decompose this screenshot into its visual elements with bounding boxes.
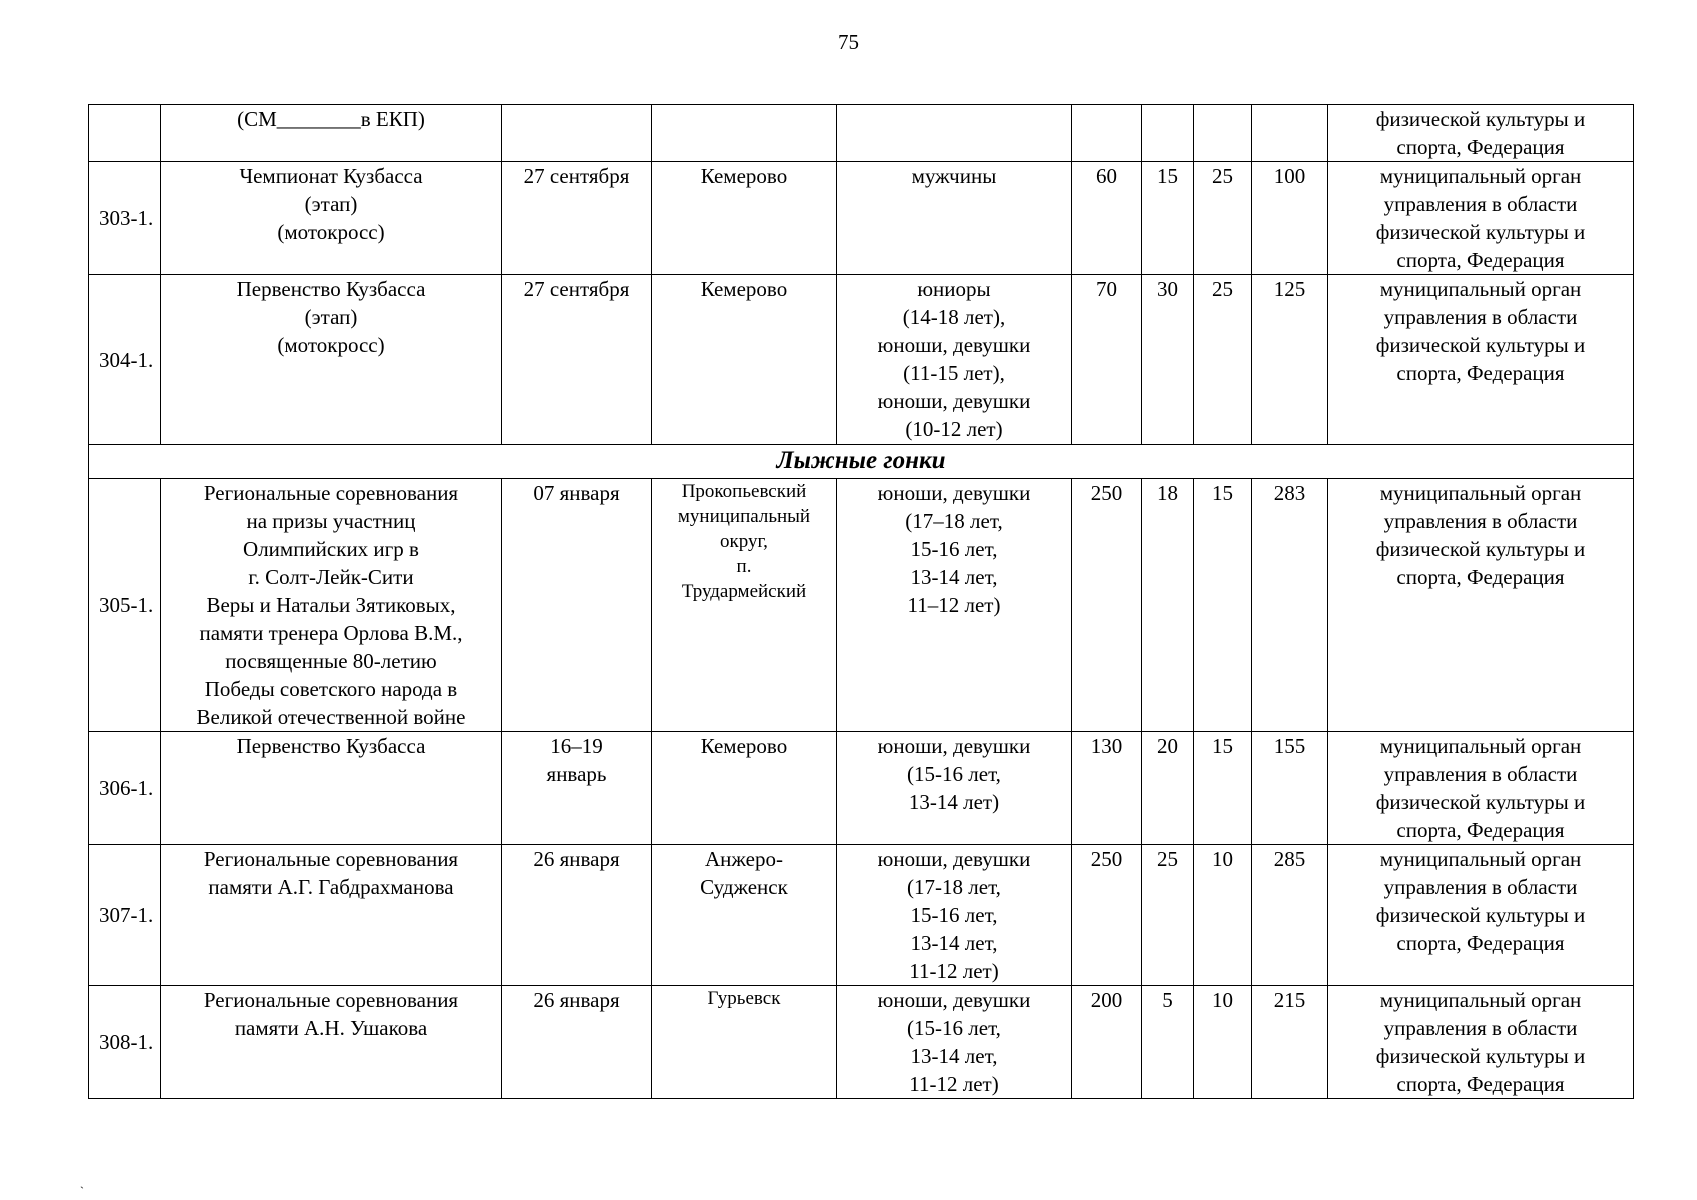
count-1: 60 xyxy=(1072,162,1142,275)
count-1: 130 xyxy=(1072,732,1142,845)
event-number: 307-1. xyxy=(89,845,161,986)
event-name: Первенство Кузбасса (этап) (мотокросс) xyxy=(161,275,502,445)
count-3 xyxy=(1194,105,1252,162)
count-total: 155 xyxy=(1252,732,1328,845)
event-name: Региональные соревнования памяти А.Н. Ушакова xyxy=(161,986,502,1099)
event-organizer: муниципальный орган управления в области физической культуры и спорта, Федерация xyxy=(1328,986,1634,1099)
event-organizer: физической культуры и спорта, Федерация xyxy=(1328,105,1634,162)
event-organizer: муниципальный орган управления в области физической культуры и спорта, Федерация xyxy=(1328,162,1634,275)
event-number: 303-1. xyxy=(89,162,161,275)
event-name: Региональные соревнования памяти А.Г. Габдрахманова xyxy=(161,845,502,986)
event-organizer: муниципальный орган управления в области физической культуры и спорта, Федерация xyxy=(1328,845,1634,986)
count-total: 215 xyxy=(1252,986,1328,1099)
events-table xyxy=(88,104,1634,1099)
count-1: 70 xyxy=(1072,275,1142,445)
page-number: 75 xyxy=(838,30,859,54)
table-row xyxy=(89,275,1634,445)
event-name: (СМ________в ЕКП) xyxy=(161,105,502,162)
count-2 xyxy=(1142,105,1194,162)
event-place: Кемерово xyxy=(652,162,837,275)
footer-mark: ` xyxy=(80,1184,84,1198)
count-2: 5 xyxy=(1142,986,1194,1099)
event-date: 07 января xyxy=(502,479,652,732)
table-row xyxy=(89,479,1634,732)
event-participants: юноши, девушки (15-16 лет, 13-14 лет, 11-12 лет) xyxy=(837,986,1072,1099)
count-3: 10 xyxy=(1194,845,1252,986)
event-name: Чемпионат Кузбасса (этап) (мотокросс) xyxy=(161,162,502,275)
count-2: 18 xyxy=(1142,479,1194,732)
count-1: 250 xyxy=(1072,845,1142,986)
event-participants: юноши, девушки (17–18 лет, 15-16 лет, 13-14 лет, 11–12 лет) xyxy=(837,479,1072,732)
event-date: 27 сентября xyxy=(502,275,652,445)
section-title: Лыжные гонки xyxy=(89,445,1634,479)
count-1: 200 xyxy=(1072,986,1142,1099)
count-1 xyxy=(1072,105,1142,162)
event-participants: юниоры (14-18 лет), юноши, девушки (11-15 лет), юноши, девушки (10-12 лет) xyxy=(837,275,1072,445)
count-total: 285 xyxy=(1252,845,1328,986)
count-3: 15 xyxy=(1194,732,1252,845)
event-date: 16–19 январь xyxy=(502,732,652,845)
count-2: 30 xyxy=(1142,275,1194,445)
event-place: Прокопьевский муниципальный округ, п. Трудармейский xyxy=(652,479,837,732)
event-date: 27 сентября xyxy=(502,162,652,275)
event-place: Гурьевск xyxy=(652,986,837,1099)
count-3: 25 xyxy=(1194,275,1252,445)
count-total: 100 xyxy=(1252,162,1328,275)
table-row xyxy=(89,162,1634,275)
event-place xyxy=(652,105,837,162)
event-number: 304-1. xyxy=(89,275,161,445)
count-total: 125 xyxy=(1252,275,1328,445)
event-organizer: муниципальный орган управления в области физической культуры и спорта, Федерация xyxy=(1328,275,1634,445)
count-3: 10 xyxy=(1194,986,1252,1099)
event-place: Кемерово xyxy=(652,732,837,845)
event-date: 26 января xyxy=(502,986,652,1099)
event-number: 305-1. xyxy=(89,479,161,732)
count-2: 15 xyxy=(1142,162,1194,275)
event-name: Региональные соревнования на призы участниц Олимпийских игр в г. Солт-Лейк-Сити Веры и Натальи Зятиковых, памяти тренера Орлова В.М., посвященные 80-летию Победы советского народа в Великой отечественной войне xyxy=(161,479,502,732)
count-total: 283 xyxy=(1252,479,1328,732)
event-organizer: муниципальный орган управления в области физической культуры и спорта, Федерация xyxy=(1328,732,1634,845)
event-participants: мужчины xyxy=(837,162,1072,275)
event-number: 308-1. xyxy=(89,986,161,1099)
event-participants xyxy=(837,105,1072,162)
table-row xyxy=(89,845,1634,986)
event-number: 306-1. xyxy=(89,732,161,845)
count-3: 25 xyxy=(1194,162,1252,275)
event-date: 26 января xyxy=(502,845,652,986)
event-name: Первенство Кузбасса xyxy=(161,732,502,845)
event-participants: юноши, девушки (17-18 лет, 15-16 лет, 13-14 лет, 11-12 лет) xyxy=(837,845,1072,986)
event-date xyxy=(502,105,652,162)
count-2: 20 xyxy=(1142,732,1194,845)
count-2: 25 xyxy=(1142,845,1194,986)
table-row xyxy=(89,732,1634,845)
table-row xyxy=(89,105,1634,162)
event-number xyxy=(89,105,161,162)
count-total xyxy=(1252,105,1328,162)
event-participants: юноши, девушки (15-16 лет, 13-14 лет) xyxy=(837,732,1072,845)
section-row xyxy=(89,445,1634,479)
event-place: Анжеро- Судженск xyxy=(652,845,837,986)
count-1: 250 xyxy=(1072,479,1142,732)
event-place: Кемерово xyxy=(652,275,837,445)
count-3: 15 xyxy=(1194,479,1252,732)
table-row xyxy=(89,986,1634,1099)
event-organizer: муниципальный орган управления в области физической культуры и спорта, Федерация xyxy=(1328,479,1634,732)
